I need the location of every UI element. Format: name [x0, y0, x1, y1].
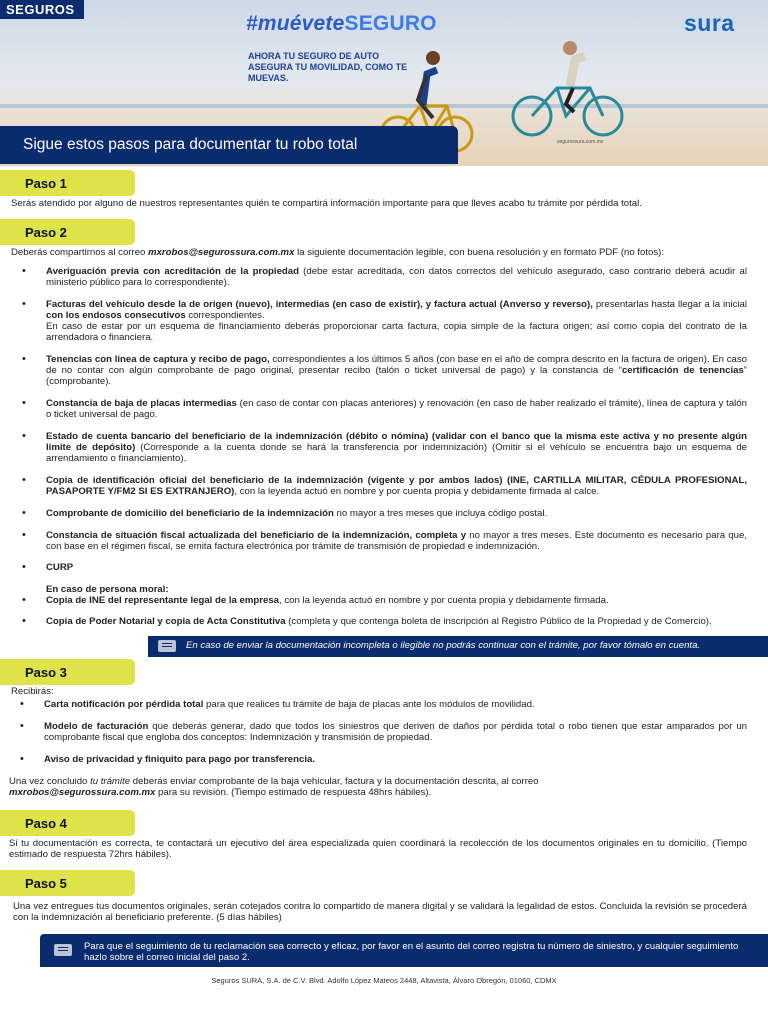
step-3-header	[0, 659, 135, 685]
step-3-outro	[9, 776, 747, 798]
item-text: (debe estar acreditada, con datos correctos del vehículo asegurado, caso contrario deberá acudir al ministerio público para lo correspondiente).	[46, 266, 747, 288]
list-item	[46, 354, 747, 387]
item-text: (Corresponde a la cuenta donde se hará la transferencia por indemnización) (Omitir si el vehículo se encuentra bajo un esquema de arrendamiento o financiamiento).	[46, 442, 747, 464]
list-item	[46, 431, 747, 464]
mail-icon	[54, 944, 72, 956]
note-text: En caso de enviar la documentación incompleta o ilegible no podrás continuar con el trámite, por favor tómalo en cuenta.	[186, 640, 701, 651]
item-text: (completa y que contenga boleta de inscripción al Registro Público de la Propiedad y de Comercio).	[285, 616, 712, 627]
step-2-intro-a: Deberás compartirnos al correo	[11, 247, 149, 258]
item-bold-2: certificación de tenencias	[621, 365, 744, 376]
item-bold: Tenencias con línea de captura y recibo de pago,	[46, 354, 270, 365]
item-bold: Comprobante de domicilio del beneficiario de la indemnización	[46, 508, 334, 519]
step-2-label: Paso 2	[25, 225, 67, 240]
item-text: no mayor a tres meses que incluya código postal.	[333, 508, 548, 519]
list-item	[46, 562, 747, 573]
list-item	[46, 475, 747, 497]
step-2-header	[0, 219, 135, 245]
step-3-label: Paso 3	[25, 665, 67, 680]
email-link[interactable]: mxrobos@segurossura.com.mx	[148, 247, 295, 258]
item-text: presentarlas hasta llegar a la inicial	[592, 299, 747, 310]
list-item	[46, 530, 747, 552]
step-3-intro: Recibirás:	[11, 686, 54, 697]
final-note-banner	[40, 934, 768, 967]
list-item	[44, 721, 747, 743]
final-note-text: Para que el seguimiento de tu reclamación sea correcto y eficaz, por favor en el asunto del correo registra tu número de siniestro, y cualquier seguimiento hazlo sobre el correo inicial del paso 2.	[84, 941, 739, 963]
item-bold: Facturas del vehículo desde la de origen (nuevo), intermedias (en caso de existir), y factura actual (Anverso y reverso),	[46, 299, 593, 310]
step-5-header	[0, 870, 135, 896]
item-bold: Carta notificación por pérdida total	[44, 699, 204, 710]
list-item	[46, 595, 747, 606]
campaign-tagline: AHORA TU SEGURO DE AUTO ASEGURA TU MOVILIDAD, COMO TE MUEVAS.	[248, 51, 408, 83]
list-item	[46, 508, 747, 519]
item-bold: Estado de cuenta bancario del beneficiario de la indemnización (débito o nómina) (validar con el banco que la misma este activa y no presente algún límite de depósito)	[46, 431, 747, 453]
item-text: que deberás generar, dado que todos los siniestros que deriven de daños por pérdida total o robo tienen que estar amparados por un comprobante fiscal que engloba dos conceptos: Indemnización y transmisión de propiedad.	[44, 721, 748, 743]
item-bold: Copia de identificación oficial del beneficiario de la indemnización (vigente y por ambos lados) (INE, CARTILLA MILITAR, CÉDULA PROFESIONAL, PASAPORTE Y/FM2 SI ES EXTRANJERO)	[46, 475, 747, 497]
item-text: , con la leyenda actuó en nombre y por cuenta propia y debidamente firmada al calce.	[234, 486, 600, 497]
campaign-word: SEGURO	[344, 12, 437, 35]
item-bold: Copia de INE del representante legal de la empresa	[46, 595, 279, 606]
item-text: no mayor a tres meses. Este documento es necesario para que, con base en el régimen fiscal, se emita factura electrónica por trámite de transmisión de propiedad e indemnización.	[46, 530, 747, 552]
sura-logo: sura	[684, 10, 735, 36]
mail-icon	[158, 640, 176, 652]
site-url: segurossura.com.mx	[557, 139, 604, 145]
item-text: correspondientes a los últimos 5 años (con base en el año de compra descrito en la factura de origen). En caso de no contar con algún comprobante de pago original, presentar recibo (talón o ticket universal de pago) y la constancia de “	[46, 354, 747, 376]
outro-c: para su revisión. (Tiempo estimado de respuesta 48hrs hábiles).	[155, 787, 432, 799]
step-1-header	[0, 170, 135, 196]
brand-tag: SEGUROS	[0, 0, 84, 19]
list-item	[46, 266, 747, 288]
step-1-label: Paso 1	[25, 176, 67, 191]
outro-italic: tu trámite	[90, 776, 131, 787]
step-5-label: Paso 5	[25, 876, 67, 891]
note-banner	[148, 636, 768, 657]
item-bold: Constancia de baja de placas intermedias	[46, 398, 237, 409]
campaign-hash: #muévete	[246, 12, 345, 35]
item-bold-2: con los endosos consecutivos	[46, 310, 186, 321]
item-bold: Modelo de facturación	[44, 721, 149, 732]
page-title: Sigue estos pasos para documentar tu robo total	[23, 136, 358, 153]
outro-a: Una vez concluido	[9, 776, 91, 787]
item-text: , con la leyenda actuó en nombre y por cuenta propia y debidamente firmada.	[279, 595, 609, 606]
step-2-intro	[11, 247, 761, 258]
step-2-intro-b: la siguiente documentación legible, con buena resolución y en formato PDF (no fotos):	[294, 247, 665, 258]
item-text: (en caso de contar con placas anteriores) y renovación (en caso de haber realizado el trámite), línea de captura y talón o ticket universal de pago.	[46, 398, 747, 420]
moral-label: En caso de persona moral:	[46, 584, 169, 595]
item-text-2: correspondientes.	[185, 310, 265, 321]
item-bold: Constancia de situación fiscal actualizada del beneficiario de la indemnización, completa y	[46, 530, 467, 541]
list-item	[44, 754, 747, 765]
outro-b: deberás enviar comprobante de la baja vehicular, factura y la documentación descrita, al correo	[130, 776, 539, 787]
list-item	[46, 299, 747, 343]
step-5-text: Una vez entregues tus documentos originales, serán cotejados contra lo compartido de manera digital y se validará la legalidad de estos. Concluida la revisión se procederá con la indemnización al beneficiario preferente. (5 días hábiles)	[13, 901, 747, 924]
item-text-2: ” (comprobante).	[46, 365, 747, 387]
item-bold: Aviso de privacidad y finiquito para pago por transferencia.	[44, 754, 315, 765]
item-bold: CURP	[46, 562, 74, 573]
email-link[interactable]: mxrobos@segurossura.com.mx	[9, 787, 156, 799]
item-bold: Copia de Poder Notarial y copia de Acta Constitutiva	[46, 616, 286, 627]
item-text: para que realices tu trámite de baja de placas ante los módulos de movilidad.	[203, 699, 535, 710]
list-item	[44, 699, 747, 710]
list-item	[46, 398, 747, 420]
list-item	[46, 616, 747, 627]
footer-address: Seguros SURA, S.A. de C.V. Blvd. Adolfo López Mateos 2448, Altavista, Álvaro Obregón, 01060, CDMX	[211, 976, 557, 985]
campaign-title	[246, 12, 437, 36]
item-extra: En caso de estar por un esquema de financiamiento deberás proporcionar carta factura, copia simple de la factura origen; así como copia del contrato de la arrendadora o financiera.	[46, 321, 747, 343]
step-4-label: Paso 4	[25, 816, 67, 831]
step-4-header	[0, 810, 135, 836]
step-1-text: Serás atendido por alguno de nuestros representantes quién te compartirá información importante para que lleves acabo tu trámite por pérdida total.	[11, 198, 642, 209]
item-bold: Averiguación previa con acreditación de la propiedad	[46, 266, 299, 277]
step-4-text: Si tu documentación es correcta, te contactará un ejecutivo del área especializada quien coordinará la recolección de los documentos originales en tu domicilio. (Tiempo estimado de respuesta 72hrs hábiles).	[9, 838, 747, 861]
